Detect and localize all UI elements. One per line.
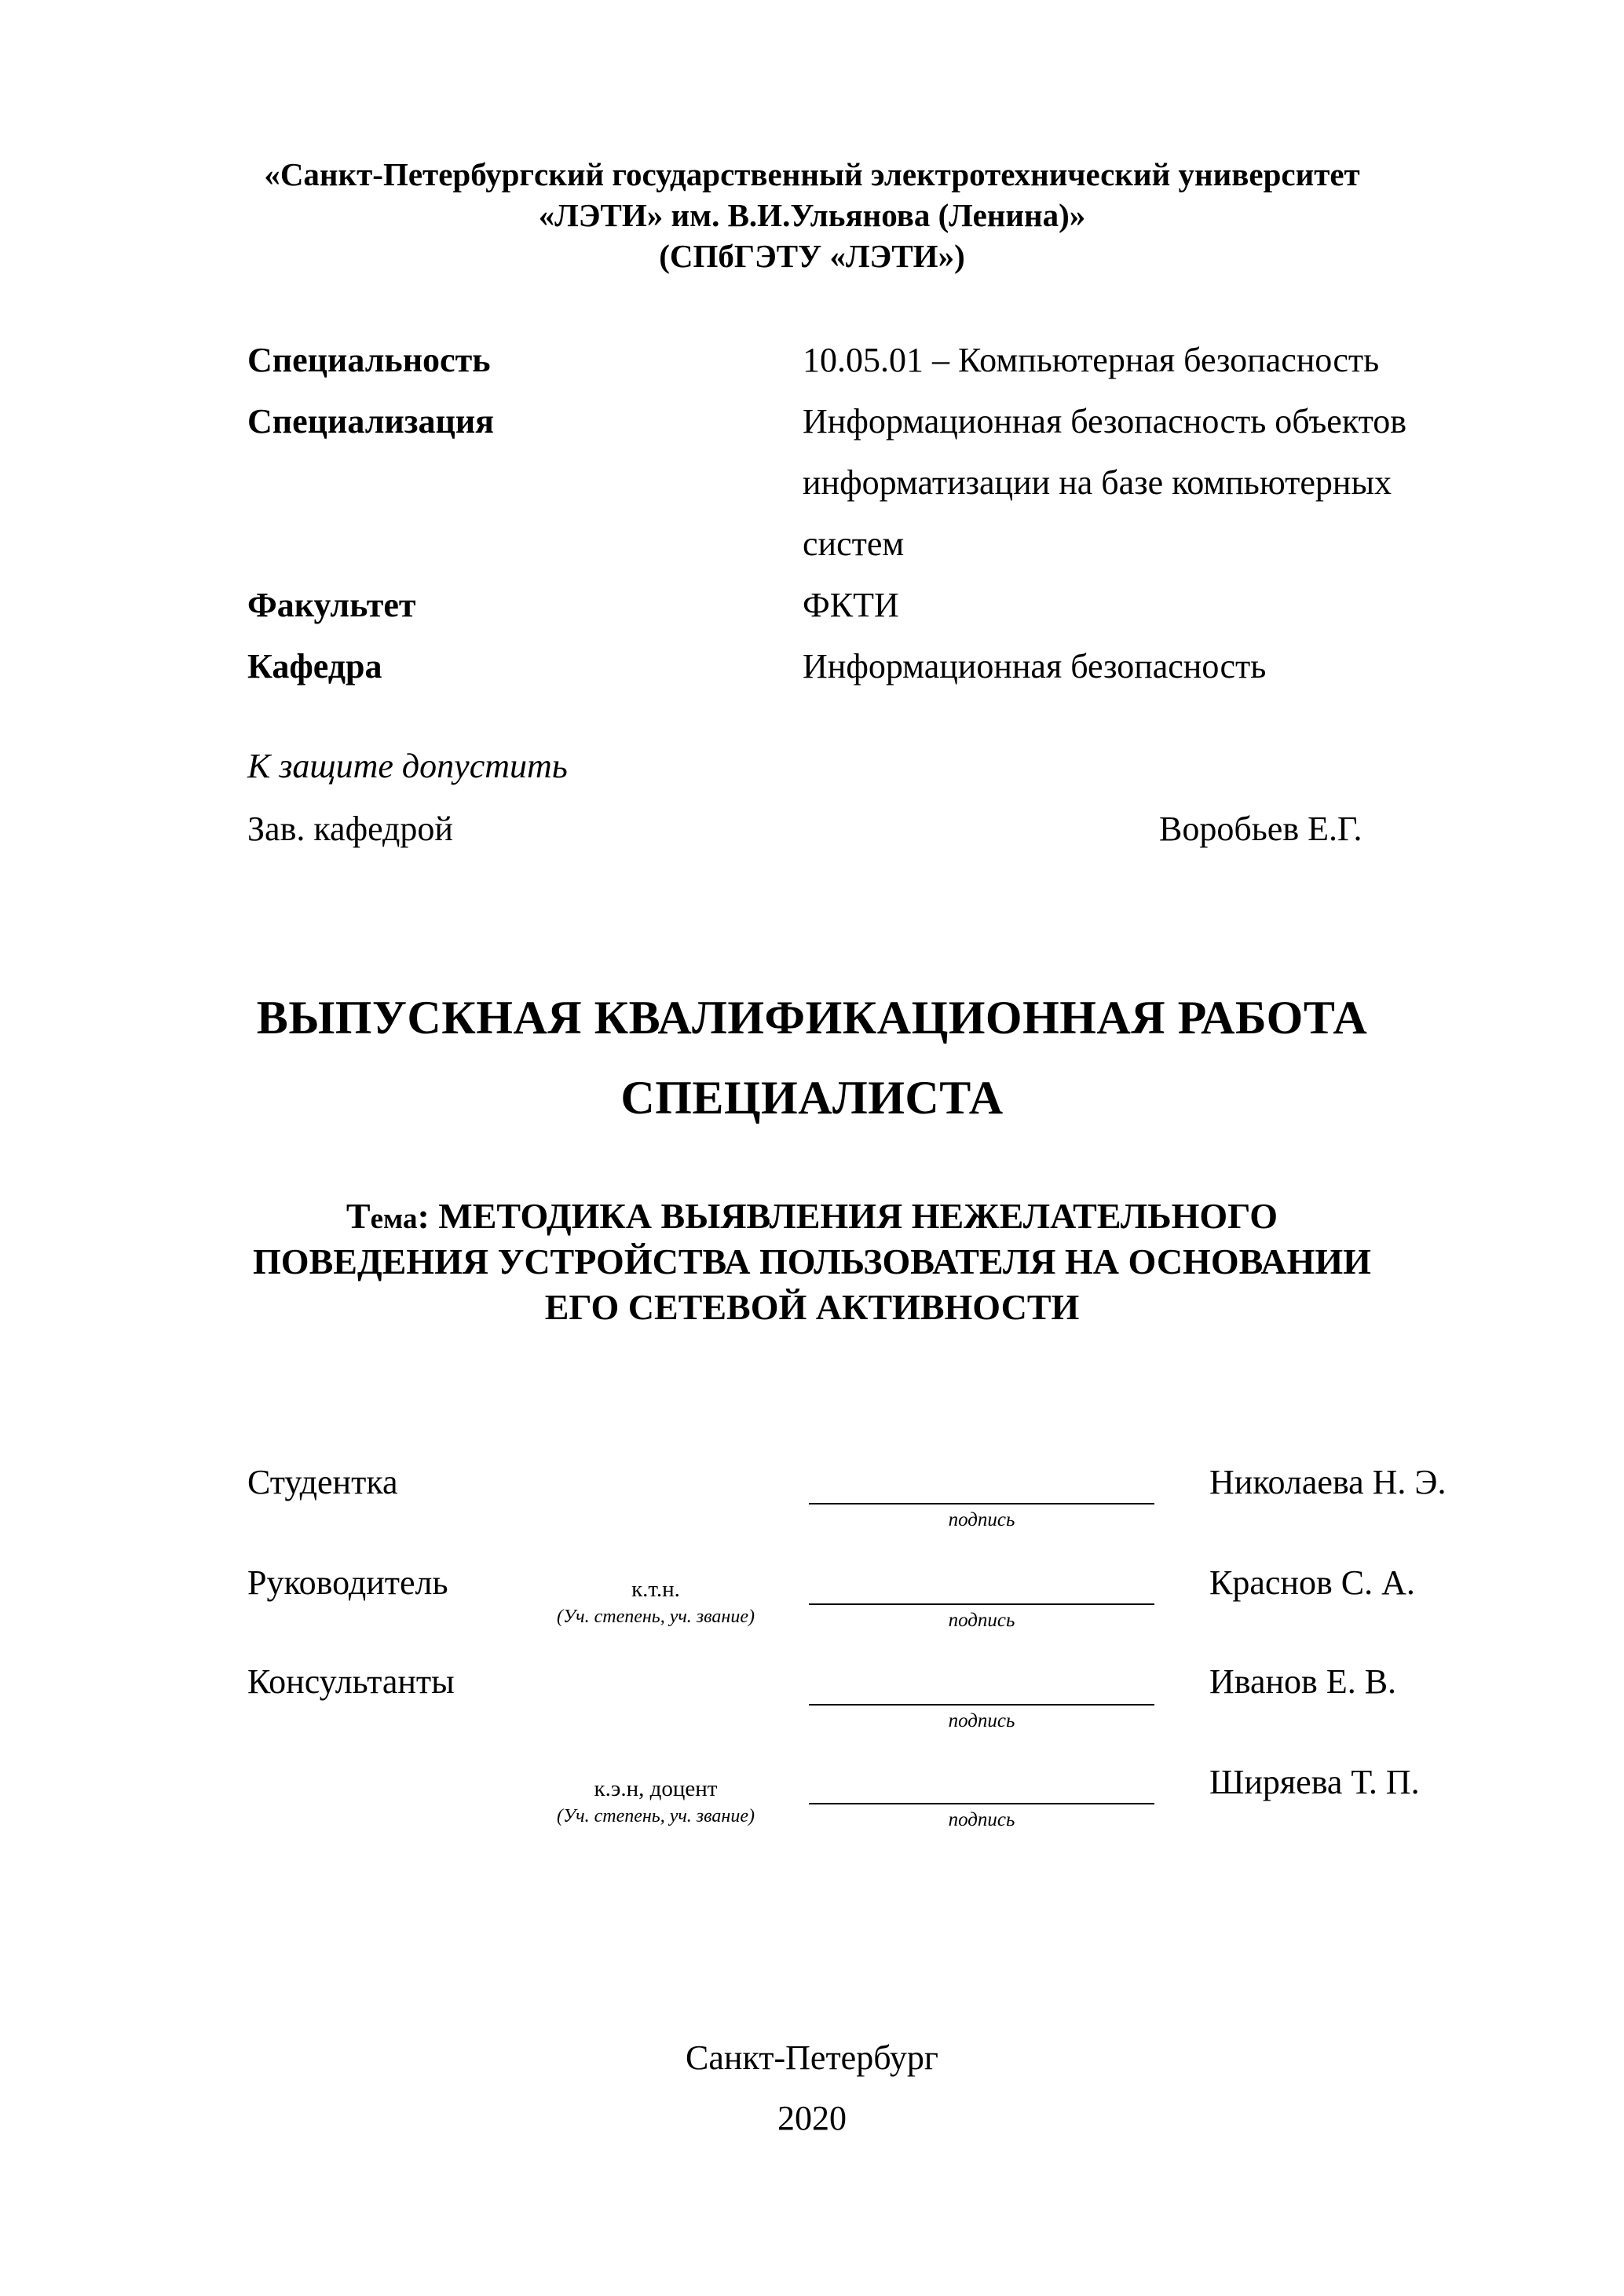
- topic-prefix-first-letter: Т: [346, 1196, 371, 1236]
- faculty-label: Факультет: [247, 586, 416, 624]
- student-signature-caption: подпись: [948, 1509, 1015, 1530]
- student-role-label: Студентка: [247, 1463, 398, 1501]
- supervisor-name: Краснов С. А.: [1209, 1563, 1415, 1602]
- supervisor-role-label: Руководитель: [247, 1563, 448, 1602]
- consultant-1-name: Иванов Е. В.: [1209, 1662, 1397, 1701]
- supervisor-rank: к.т.н.: [631, 1577, 680, 1602]
- topic-line-2: ПОВЕДЕНИЯ УСТРОЙСТВА ПОЛЬЗОВАТЕЛЯ НА ОСНОВАНИИ: [253, 1241, 1371, 1281]
- department-label: Кафедра: [247, 647, 382, 686]
- specialization-value-line-2: информатизации на базе компьютерных: [803, 463, 1392, 502]
- document-title-line-1: ВЫПУСКНАЯ КВАЛИФИКАЦИОННАЯ РАБОТА: [256, 992, 1368, 1044]
- supervisor-signature-line: [809, 1603, 1154, 1605]
- supervisor-signature-caption: подпись: [948, 1610, 1015, 1631]
- topic-line-3: ЕГО СЕТЕВОЙ АКТИВНОСТИ: [544, 1287, 1080, 1327]
- city: Санкт-Петербург: [686, 2038, 938, 2077]
- specialization-value-line-1: Информационная безопасность объектов: [803, 402, 1407, 441]
- document-title-line-2: СПЕЦИАЛИСТА: [620, 1072, 1004, 1124]
- student-name: Николаева Н. Э.: [1209, 1463, 1447, 1501]
- department-head-name: Воробьев Е.Г.: [1159, 810, 1362, 848]
- year: 2020: [777, 2099, 847, 2137]
- admission-note: К защите допустить: [247, 747, 568, 785]
- topic-text-line-1: МЕТОДИКА ВЫЯВЛЕНИЯ НЕЖЕЛАТЕЛЬНОГО: [438, 1196, 1278, 1236]
- topic-prefix-rest: ема: [370, 1203, 418, 1235]
- faculty-value: ФКТИ: [803, 586, 899, 624]
- consultant-2-rank: к.э.н, доцент: [594, 1776, 718, 1801]
- consultant-1-signature-caption: подпись: [948, 1710, 1015, 1731]
- department-value: Информационная безопасность: [803, 647, 1267, 686]
- specialization-value-line-3: систем: [803, 525, 905, 563]
- university-name-line-2: «ЛЭТИ» им. В.И.Ульянова (Ленина)»: [538, 197, 1086, 233]
- consultant-2-signature-caption: подпись: [948, 1809, 1015, 1830]
- consultants-role-label: Консультанты: [247, 1662, 455, 1701]
- topic-colon: :: [417, 1196, 430, 1236]
- consultant-2-rank-caption: (Уч. степень, уч. звание): [557, 1806, 755, 1826]
- specialty-label: Специальность: [247, 341, 491, 379]
- department-head-label: Зав. кафедрой: [247, 810, 453, 848]
- student-signature-line: [809, 1503, 1154, 1504]
- supervisor-rank-caption: (Уч. степень, уч. звание): [557, 1607, 755, 1627]
- specialization-label: Специализация: [247, 402, 494, 441]
- consultant-2-signature-line: [809, 1803, 1154, 1804]
- university-name-line-1: «Санкт-Петербургский государственный электротехнический университет: [264, 156, 1360, 192]
- consultant-2-name: Ширяева Т. П.: [1209, 1763, 1420, 1801]
- consultant-1-signature-line: [809, 1704, 1154, 1706]
- university-abbreviation: (СПбГЭТУ «ЛЭТИ»): [659, 238, 965, 274]
- specialty-value: 10.05.01 – Компьютерная безопасность: [803, 341, 1380, 379]
- topic-line-1: [0, 1195, 1624, 1237]
